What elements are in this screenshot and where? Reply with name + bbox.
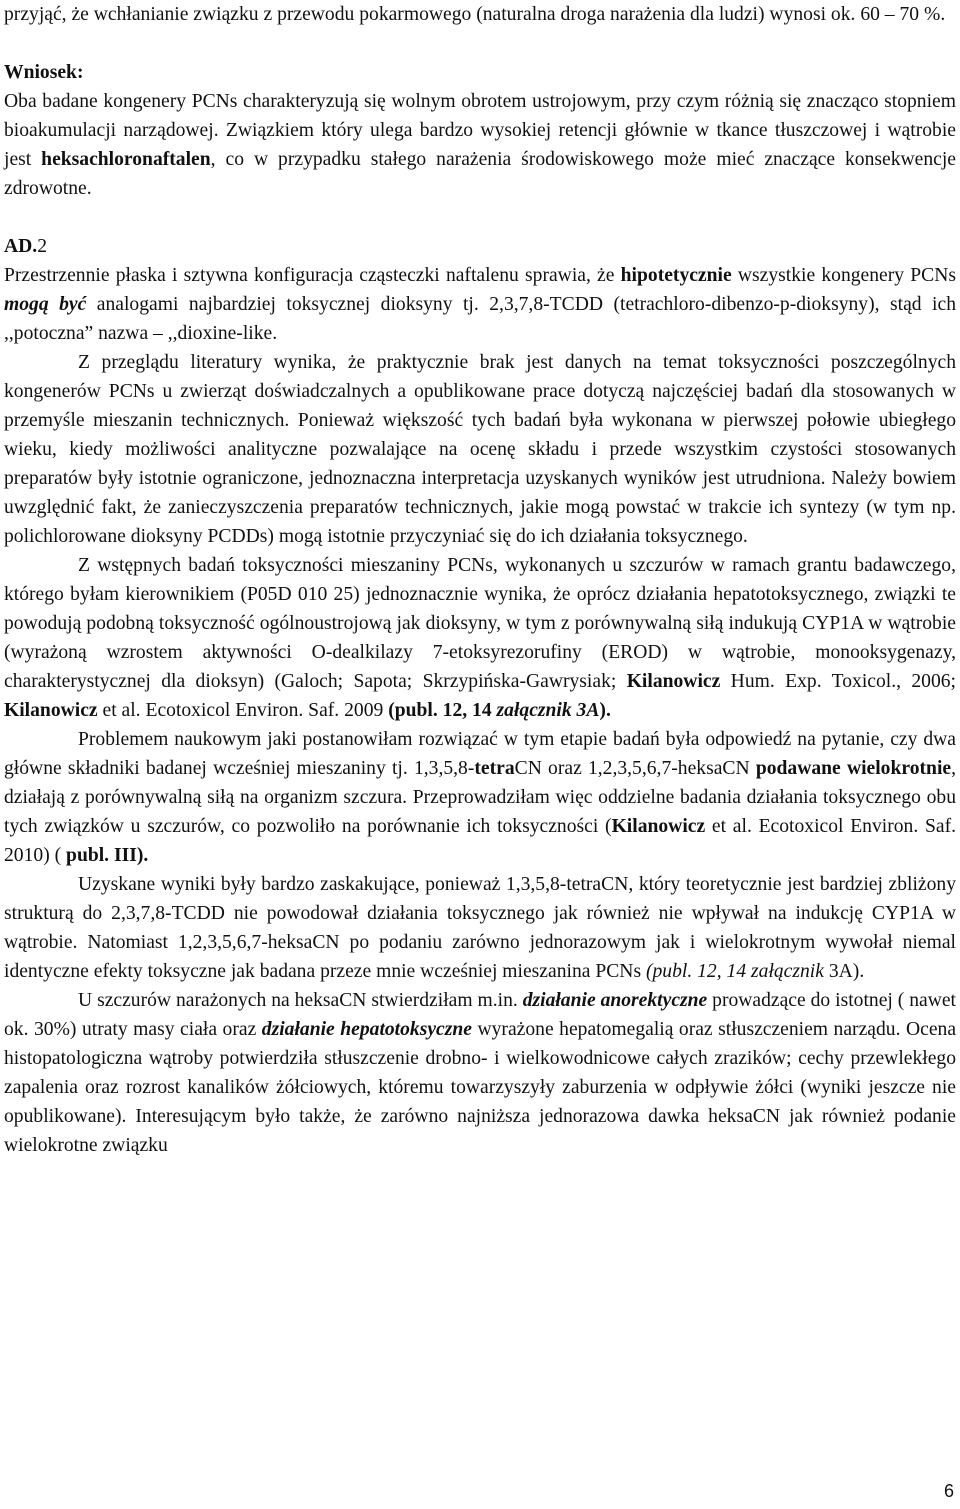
paragraph-results: Uzyskane wyniki były bardzo zaskakujące, ponieważ 1,3,5,8-tetraCN, który teoretycznie jest bardziej zbliżony strukturą do 2,3,7,8-TCDD nie powodował działania toksycznego jak również nie wpływał na indukcję CYP1A w wątrobie. Natomiast 1,2,3,5,6,7-heksaCN po podaniu zarówno jednorazowym jak i wielokrotnym wywołał niemal identyczne efekty toksyczne jak badana przeze mnie wcześniej mieszanina PCNs (publ. 12, 14 załącznik 3A). [4,874,956,982]
intro-paragraph: przyjąć, że wchłanianie związku z przewodu pokarmowego (naturalna droga narażenia dla ludzi) wynosi ok. 60 – 70 %. [4,4,946,25]
section-heading: AD.2 [4,236,47,257]
document-page [4,0,956,1160]
paragraph-research-problem: Problemem naukowym jaki postanowiłam rozwiązać w tym etapie badań była odpowiedź na pytanie, czy dwa główne składniki badanej wcześniej mieszaniny tj. 1,3,5,8-tetraCN oraz 1,2,3,5,6,7-heksaCN podawane wielokrotnie, działają z porównywalną siłą na organizm szczura. Przeprowadziłam więc oddzielne badania działania toksycznego obu tych związków u szczurów, co pozwoliło na porównanie ich toksyczności (Kilanowicz et al. Ecotoxicol Environ. Saf. 2010) ( publ. III). [4,729,957,866]
spacer [4,29,956,58]
paragraph-literature: Z przeglądu literatury wynika, że praktycznie brak jest danych na temat toksyczności poszczególnych kongenerów PCNs u zwierząt doświadczalnych a opublikowane prace dotyczą najczęściej badań dla stosowanych w przemyśle mieszanin technicznych. Ponieważ większość tych badań była wykonana w pierwszej połowie ubiegłego wieku, kiedy możliwości analityczne pozwalające na ocenę składu i przede wszystkim czystości stosowanych preparatów były istotnie ograniczone, jednoznaczna interpretacja uzyskanych wyników jest utrudniona. Należy bowiem uwzględnić fakt, że zanieczyszczenia preparatów technicznych, jakie mogą powstać w trakcie ich syntezy (w tym np. polichlorowane dioksyny PCDDs) mogą istotnie przyczyniać się do ich działania toksycznego. [4,352,956,547]
paragraph-hexacn-effects: U szczurów narażonych na heksaCN stwierdziłam m.in. działanie anorektyczne prowadzące do istotnej ( nawet ok. 30%) utraty masy ciała oraz działanie hepatotoksyczne wyrażone hepatomegalią oraz stłuszczeniem narządu. Ocena histopatologiczna wątroby potwierdziła stłuszczenie drobno- i wielkowodnicowe całych zrazików; cechy przewlekłego zapalenia oraz rozrost kanalików żółciowych, któremu towarzyszyły zaburzenia w odpływie żółci (wyniki jeszcze nie opublikowane). Interesującym było także, że zarówno najniższa jednorazowa dawka heksaCN jak również podanie wielokrotne związku [4,990,957,1156]
conclusion-heading: Wniosek: [4,62,84,83]
conclusion-paragraph: Oba badane kongenery PCNs charakteryzują się wolnym obrotem ustrojowym, przy czym różnią się znacząco stopniem bioakumulacji narządowej. Związkiem który ulega bardzo wysokiej retencji głównie w tkance tłuszczowej i wątrobie jest heksachloronaftalen, co w przypadku stałego narażenia środowiskowego może mieć znaczące konsekwencje zdrowotne. [4,91,956,199]
paragraph-preliminary-studies: Z wstępnych badań toksyczności mieszaniny PCNs, wykonanych u szczurów w ramach grantu badawczego, którego byłam kierownikiem (P05D 010 25) jednoznacznie wynika, że oprócz działania hepatotoksycznego, związki te powodują podobną toksyczność ogólnoustrojową jak dioksyny, w tym z porównywalną siłą indukują CYP1A w wątrobie (wyrażoną wzrostem aktywności O-dealkilazy 7-etoksyrezorufiny (EROD) w wątrobie, monooksygenazy, charakterystycznej dla dioksyn) (Galoch; Sapota; Skrzypińska-Gawrysiak; Kilanowicz Hum. Exp. Toxicol., 2006; Kilanowicz et al. Ecotoxicol Environ. Saf. 2009 (publ. 12, 14 załącznik 3A). [4,555,956,721]
paragraph-dioxine-like: Przestrzennie płaska i sztywna konfiguracja cząsteczki naftalenu sprawia, że hipotetycznie wszystkie kongenery PCNs mogą być analogami najbardziej toksycznej dioksyny tj. 2,3,7,8-TCDD (tetrachloro-dibenzo-p-dioksyny), stąd ich ,,potoczna” nazwa – ,,dioxine-like. [4,265,956,344]
spacer [4,203,956,232]
page-number: 6 [943,1481,954,1501]
